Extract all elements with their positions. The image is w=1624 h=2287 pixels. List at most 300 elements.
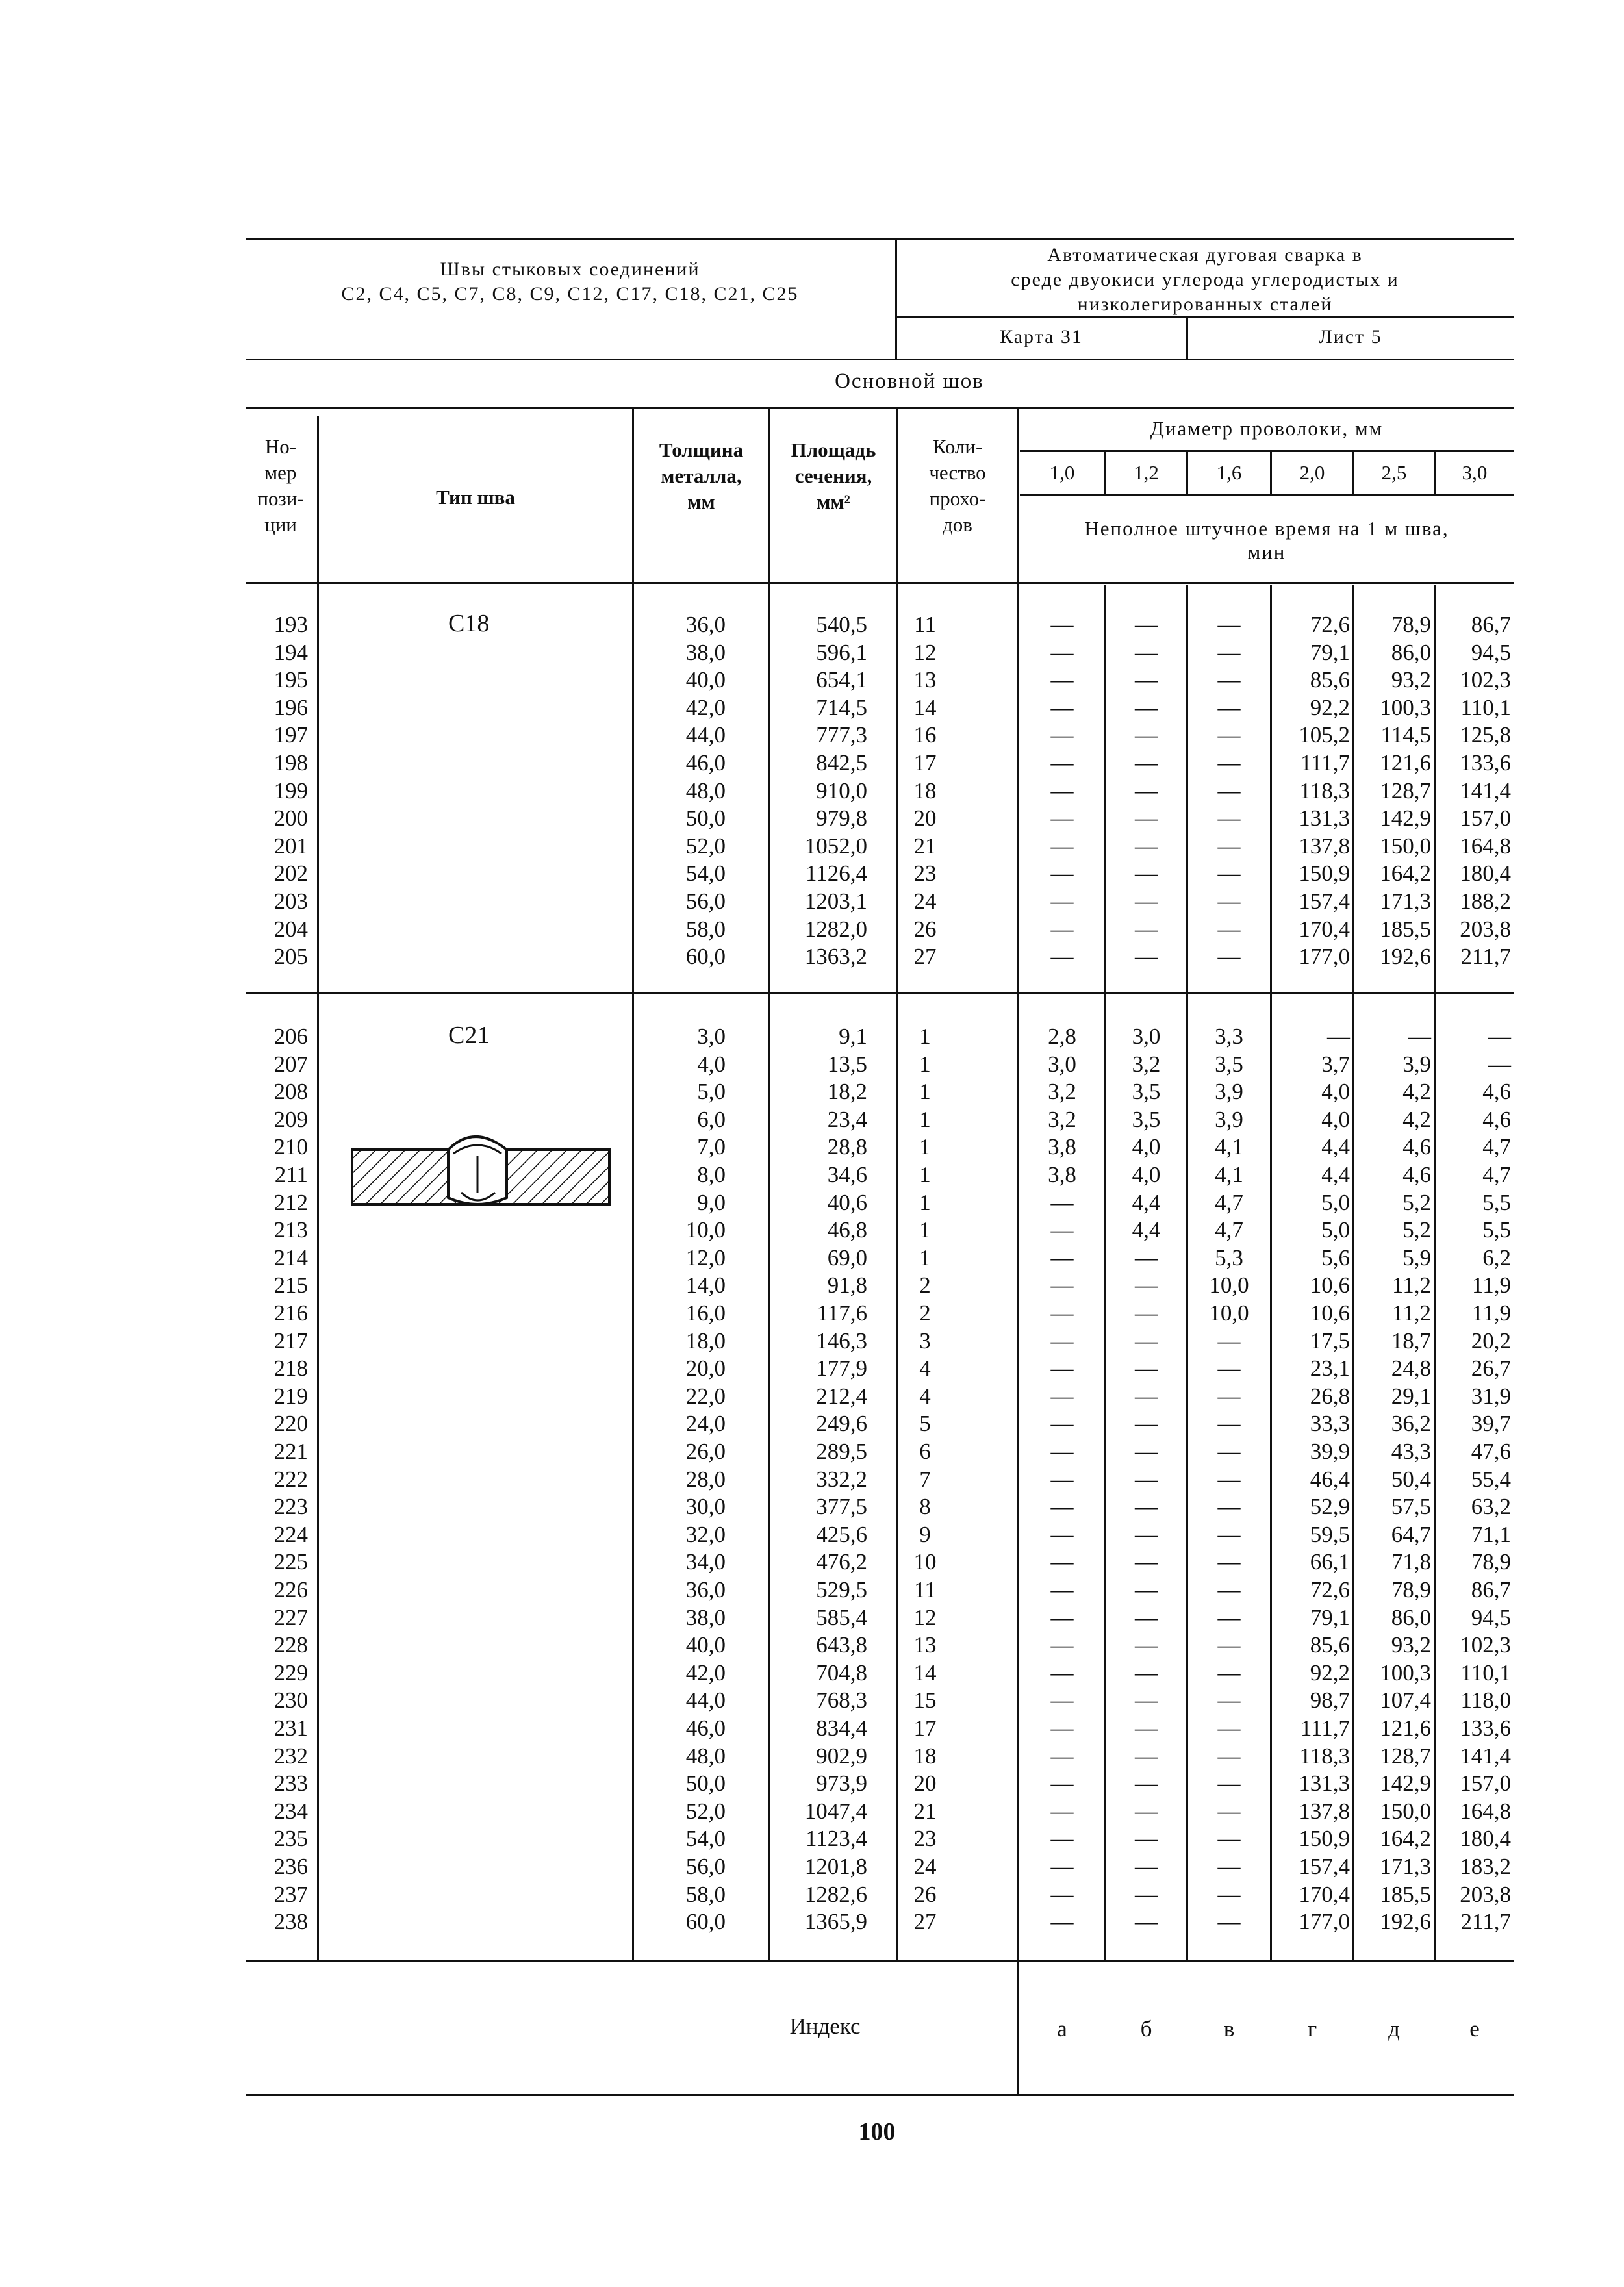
cell-position: 217 — [273, 1328, 308, 1354]
cell-thickness: 56,0 — [685, 889, 726, 914]
cell-d10: — — [1050, 1383, 1074, 1409]
cell-d16: — — [1217, 889, 1241, 914]
cell-d12: — — [1135, 1245, 1158, 1270]
cell-d30: 133,6 — [1460, 750, 1511, 776]
cell-d20: 85,6 — [1310, 1632, 1350, 1658]
cell-d25: 128,7 — [1380, 777, 1431, 803]
header-left — [247, 257, 893, 307]
cell-d30: 164,8 — [1460, 833, 1511, 859]
cell-d20: 72,6 — [1310, 1577, 1350, 1602]
cell-passes: 1 — [919, 1189, 931, 1215]
cell-d16: 4,7 — [1215, 1217, 1243, 1243]
cell-passes: 1 — [919, 1079, 931, 1105]
cell-thickness: 14,0 — [685, 1272, 726, 1298]
cell-d16: — — [1217, 1854, 1241, 1879]
cell-d16: — — [1217, 722, 1241, 748]
cell-d16: 3,9 — [1215, 1106, 1243, 1132]
cell-thickness: 52,0 — [685, 1798, 726, 1824]
cell-d12: — — [1135, 639, 1158, 665]
cell-d12: — — [1135, 667, 1158, 693]
section-title: Основной шов — [835, 370, 984, 393]
cell-position: 206 — [273, 1024, 308, 1049]
cell-d10: — — [1050, 1217, 1074, 1243]
col-d5: 2,5 — [1381, 461, 1407, 484]
col-position-l1: Но- — [264, 435, 297, 458]
cell-thickness: 16,0 — [685, 1300, 726, 1326]
cell-d16: — — [1217, 1798, 1241, 1824]
cell-d25: 192,6 — [1380, 1909, 1431, 1935]
col-time-title-l1: Неполное штучное время на 1 м шва, — [1084, 517, 1449, 540]
cell-position: 195 — [273, 667, 308, 693]
cell-area: 332,2 — [816, 1466, 867, 1492]
cell-d12: — — [1135, 1439, 1158, 1464]
cell-d12: — — [1135, 1466, 1158, 1492]
cell-d20: 170,4 — [1299, 1881, 1350, 1907]
cell-d30: 102,3 — [1460, 1632, 1511, 1658]
cell-passes: 14 — [913, 1660, 937, 1686]
cell-d10: — — [1050, 1245, 1074, 1270]
card-number: Карта 31 — [1000, 326, 1083, 347]
cell-passes: 5 — [919, 1411, 931, 1437]
cell-passes: 3 — [919, 1328, 931, 1354]
cell-area: 117,6 — [817, 1300, 867, 1326]
cell-d30: 86,7 — [1471, 612, 1511, 637]
cell-d20: 150,9 — [1299, 861, 1350, 887]
cell-d10: — — [1050, 777, 1074, 803]
cell-d25: 128,7 — [1380, 1743, 1431, 1769]
col-area-l1: Площадь — [791, 438, 876, 461]
col-area — [771, 437, 896, 515]
cell-d25: 5,9 — [1402, 1245, 1431, 1270]
cell-thickness: 7,0 — [697, 1134, 726, 1160]
cell-d20: 3,7 — [1321, 1051, 1350, 1077]
cell-d12: 3,5 — [1132, 1106, 1161, 1132]
cell-passes: 1 — [919, 1106, 931, 1132]
cell-passes: 13 — [913, 667, 937, 693]
cell-passes: 27 — [913, 944, 937, 970]
cell-thickness: 46,0 — [685, 1715, 726, 1741]
cell-position: 204 — [273, 916, 308, 942]
cell-area: 1047,4 — [804, 1798, 867, 1824]
index-b: б — [1140, 2016, 1152, 2041]
cell-passes: 16 — [913, 722, 937, 748]
cell-area: 1282,0 — [804, 916, 867, 942]
cell-d16: — — [1217, 694, 1241, 720]
cell-passes: 11 — [914, 1577, 936, 1602]
cell-d25: 100,3 — [1380, 1660, 1431, 1686]
cell-position: 214 — [273, 1245, 308, 1270]
cell-d10: — — [1050, 1549, 1074, 1575]
cell-area: 596,1 — [816, 639, 867, 665]
cell-d30: 94,5 — [1471, 639, 1511, 665]
cell-thickness: 30,0 — [685, 1494, 726, 1520]
cell-thickness: 26,0 — [685, 1439, 726, 1464]
cell-d12: 4,0 — [1132, 1134, 1161, 1160]
cell-thickness: 48,0 — [685, 1743, 726, 1769]
cell-area: 40,6 — [827, 1189, 867, 1215]
cell-d12: — — [1135, 861, 1158, 887]
col-thickness — [635, 437, 768, 515]
cell-d10: — — [1050, 639, 1074, 665]
cell-d10: — — [1050, 1604, 1074, 1630]
cell-d12: — — [1135, 722, 1158, 748]
cell-d16: — — [1217, 1577, 1241, 1602]
cell-d16: — — [1217, 1660, 1241, 1686]
cell-position: 210 — [273, 1134, 308, 1160]
cell-area: 212,4 — [816, 1383, 867, 1409]
cell-d12: 3,0 — [1132, 1024, 1161, 1049]
cell-passes: 2 — [919, 1272, 931, 1298]
cell-d30: 6,2 — [1482, 1245, 1511, 1270]
cell-d20: 157,4 — [1299, 1854, 1350, 1879]
cell-d10: — — [1050, 833, 1074, 859]
cell-d30: 211,7 — [1460, 944, 1511, 970]
col-passes-l4: дов — [943, 513, 972, 536]
col-position-l2: мер — [264, 461, 297, 484]
cell-d12: — — [1135, 889, 1158, 914]
cell-position: 199 — [273, 777, 308, 803]
cell-area: 13,5 — [827, 1051, 867, 1077]
cell-d25: 185,5 — [1380, 916, 1431, 942]
cell-d10: 3,8 — [1048, 1162, 1076, 1187]
cell-thickness: 5,0 — [697, 1079, 726, 1105]
cell-d20: 4,4 — [1321, 1134, 1350, 1160]
cell-passes: 1 — [919, 1134, 931, 1160]
cell-d20: 170,4 — [1299, 916, 1350, 942]
cell-d25: 150,0 — [1380, 833, 1431, 859]
seam-label-c21: С21 — [448, 1022, 490, 1049]
cell-d12: — — [1135, 1660, 1158, 1686]
cell-d30: 26,7 — [1471, 1356, 1511, 1382]
cell-passes: 6 — [919, 1439, 931, 1464]
cell-d12: — — [1135, 1743, 1158, 1769]
cell-area: 777,3 — [816, 722, 867, 748]
cell-position: 230 — [273, 1687, 308, 1713]
cell-thickness: 10,0 — [685, 1217, 726, 1243]
cell-area: 654,1 — [816, 667, 867, 693]
cell-position: 235 — [273, 1826, 308, 1852]
cell-passes: 1 — [919, 1051, 931, 1077]
cell-d25: 93,2 — [1391, 1632, 1431, 1658]
cell-area: 1365,9 — [804, 1909, 867, 1935]
cell-thickness: 38,0 — [685, 639, 726, 665]
cell-d25: 4,2 — [1402, 1106, 1431, 1132]
cell-d10: — — [1050, 1687, 1074, 1713]
cell-position: 205 — [273, 944, 308, 970]
cell-area: 902,9 — [816, 1743, 867, 1769]
cell-area: 1203,1 — [804, 889, 867, 914]
cell-d30: 180,4 — [1460, 1826, 1511, 1852]
cell-d30: 5,5 — [1482, 1189, 1511, 1215]
cell-d10: — — [1050, 1715, 1074, 1741]
index-d: д — [1388, 2016, 1400, 2041]
cell-position: 232 — [273, 1743, 308, 1769]
cell-position: 209 — [273, 1106, 308, 1132]
cell-d30: — — [1488, 1051, 1511, 1077]
cell-d16: — — [1217, 1383, 1241, 1409]
cell-area: 28,8 — [827, 1134, 867, 1160]
cell-passes: 9 — [919, 1521, 931, 1547]
cell-d16: — — [1217, 612, 1241, 637]
cell-d10: — — [1050, 1439, 1074, 1464]
cell-d30: 39,7 — [1471, 1411, 1511, 1437]
cell-passes: 13 — [913, 1632, 937, 1658]
cell-passes: 17 — [913, 1715, 937, 1741]
cell-area: 46,8 — [827, 1217, 867, 1243]
cell-area: 69,0 — [827, 1245, 867, 1270]
cell-thickness: 58,0 — [685, 1881, 726, 1907]
cell-d30: 55,4 — [1471, 1466, 1511, 1492]
cell-area: 177,9 — [816, 1356, 867, 1382]
cell-d12: — — [1135, 1300, 1158, 1326]
cell-d16: — — [1217, 861, 1241, 887]
cell-d10: 3,2 — [1048, 1079, 1076, 1105]
cell-d16: — — [1217, 1632, 1241, 1658]
cell-d16: 3,5 — [1215, 1051, 1243, 1077]
cell-d16: — — [1217, 805, 1241, 831]
cell-d12: — — [1135, 1604, 1158, 1630]
cell-d10: — — [1050, 1300, 1074, 1326]
cell-passes: 7 — [919, 1466, 931, 1492]
cell-d10: — — [1050, 889, 1074, 914]
cell-area: 9,1 — [839, 1024, 867, 1049]
cell-d25: 4,2 — [1402, 1079, 1431, 1105]
cell-d12: — — [1135, 1272, 1158, 1298]
cell-d16: — — [1217, 1549, 1241, 1575]
cell-d25: 121,6 — [1380, 1715, 1431, 1741]
cell-thickness: 40,0 — [685, 1632, 726, 1658]
cell-d25: — — [1408, 1024, 1431, 1049]
cell-d20: — — [1327, 1024, 1350, 1049]
cell-d20: 66,1 — [1310, 1549, 1350, 1575]
cell-d25: 164,2 — [1380, 861, 1431, 887]
cell-area: 585,4 — [816, 1604, 867, 1630]
index-label: Индекс — [789, 2014, 861, 2039]
col-d4: 2,0 — [1299, 461, 1325, 484]
cell-passes: 23 — [913, 1826, 937, 1852]
cell-thickness: 42,0 — [685, 1660, 726, 1686]
cell-area: 1126,4 — [806, 861, 867, 887]
cell-d16: — — [1217, 1715, 1241, 1741]
cell-d20: 10,6 — [1310, 1300, 1350, 1326]
cell-d25: 57,5 — [1391, 1494, 1431, 1520]
cell-d30: 63,2 — [1471, 1494, 1511, 1520]
cell-d12: — — [1135, 944, 1158, 970]
index-g: г — [1307, 2016, 1317, 2041]
header-right-line1: Автоматическая дуговая сварка в — [1047, 244, 1363, 266]
cell-d30: 11,9 — [1472, 1272, 1511, 1298]
cell-passes: 18 — [913, 777, 937, 803]
cell-area: 146,3 — [816, 1328, 867, 1354]
cell-d12: — — [1135, 1549, 1158, 1575]
cell-passes: 17 — [913, 750, 937, 776]
cell-area: 540,5 — [816, 612, 867, 637]
cell-thickness: 52,0 — [685, 833, 726, 859]
header-right — [898, 243, 1512, 317]
cell-d10: — — [1050, 1881, 1074, 1907]
cell-d25: 78,9 — [1391, 1577, 1431, 1602]
cell-position: 231 — [273, 1715, 308, 1741]
cell-d16: — — [1217, 1411, 1241, 1437]
cell-thickness: 12,0 — [685, 1245, 726, 1270]
cell-area: 1123,4 — [806, 1826, 867, 1852]
cell-d10: — — [1050, 805, 1074, 831]
cell-d30: 110,1 — [1460, 694, 1511, 720]
cell-thickness: 60,0 — [685, 1909, 726, 1935]
cell-d25: 171,3 — [1380, 889, 1431, 914]
cell-passes: 26 — [913, 1881, 937, 1907]
cell-d12: — — [1135, 1826, 1158, 1852]
cell-position: 238 — [273, 1909, 308, 1935]
cell-d12: — — [1135, 694, 1158, 720]
cell-d25: 93,2 — [1391, 667, 1431, 693]
col-d6: 3,0 — [1462, 461, 1488, 484]
cell-position: 211 — [274, 1162, 308, 1187]
cell-thickness: 22,0 — [685, 1383, 726, 1409]
cell-position: 226 — [273, 1577, 308, 1602]
cell-thickness: 3,0 — [697, 1024, 726, 1049]
cell-d16: — — [1217, 1439, 1241, 1464]
cell-d20: 5,0 — [1321, 1217, 1350, 1243]
cell-d10: — — [1050, 1771, 1074, 1797]
cell-d30: 118,0 — [1460, 1687, 1511, 1713]
cell-thickness: 8,0 — [697, 1162, 726, 1187]
cell-d20: 118,3 — [1299, 1743, 1350, 1769]
cell-d20: 131,3 — [1299, 805, 1350, 831]
cell-area: 23,4 — [827, 1106, 867, 1132]
cell-d16: — — [1217, 1466, 1241, 1492]
cell-d16: — — [1217, 667, 1241, 693]
cell-d12: — — [1135, 1494, 1158, 1520]
cell-d12: — — [1135, 1771, 1158, 1797]
cell-area: 834,4 — [816, 1715, 867, 1741]
cell-d25: 36,2 — [1391, 1411, 1431, 1437]
cell-d30: 203,8 — [1460, 1881, 1511, 1907]
cell-thickness: 20,0 — [685, 1356, 726, 1382]
cell-d25: 3,9 — [1402, 1051, 1431, 1077]
cell-area: 643,8 — [816, 1632, 867, 1658]
col-seam-type: Тип шва — [436, 486, 515, 509]
cell-position: 222 — [273, 1466, 308, 1492]
cell-d12: — — [1135, 1632, 1158, 1658]
cell-position: 213 — [273, 1217, 308, 1243]
cell-d16: — — [1217, 1604, 1241, 1630]
cell-position: 221 — [273, 1439, 308, 1464]
cell-area: 1201,8 — [804, 1854, 867, 1879]
cell-d10: — — [1050, 1577, 1074, 1602]
cell-d20: 5,0 — [1321, 1189, 1350, 1215]
cell-d10: — — [1050, 1189, 1074, 1215]
cell-d10: — — [1050, 1798, 1074, 1824]
cell-area: 425,6 — [816, 1521, 867, 1547]
cell-position: 208 — [273, 1079, 308, 1105]
cell-d20: 137,8 — [1299, 1798, 1350, 1824]
cell-d30: 125,8 — [1460, 722, 1511, 748]
cell-thickness: 18,0 — [685, 1328, 726, 1354]
cell-thickness: 40,0 — [685, 667, 726, 693]
cell-d10: 3,2 — [1048, 1106, 1076, 1132]
cell-d25: 164,2 — [1380, 1826, 1431, 1852]
cell-d10: — — [1050, 944, 1074, 970]
cell-d16: — — [1217, 916, 1241, 942]
sheet-number: Лист 5 — [1319, 326, 1382, 347]
header-right-line3: низколегированных сталей — [1077, 294, 1333, 315]
index-a: а — [1057, 2016, 1067, 2041]
cell-thickness: 24,0 — [685, 1411, 726, 1437]
col-d1: 1,0 — [1049, 461, 1075, 484]
col-thickness-l1: Толщина — [659, 438, 744, 461]
cell-d20: 150,9 — [1299, 1826, 1350, 1852]
cell-d10: — — [1050, 1909, 1074, 1935]
cell-area: 704,8 — [816, 1660, 867, 1686]
col-passes-l3: прохо- — [929, 487, 986, 510]
cell-d30: 211,7 — [1460, 1909, 1511, 1935]
cell-d20: 72,6 — [1310, 612, 1350, 637]
cell-position: 229 — [273, 1660, 308, 1686]
cell-d30: 71,1 — [1471, 1521, 1511, 1547]
cell-d30: 78,9 — [1471, 1549, 1511, 1575]
cell-d20: 137,8 — [1299, 833, 1350, 859]
cell-d16: — — [1217, 1356, 1241, 1382]
cell-d10: — — [1050, 1494, 1074, 1520]
cell-d10: — — [1050, 1826, 1074, 1852]
cell-d25: 192,6 — [1380, 944, 1431, 970]
cell-d20: 92,2 — [1310, 694, 1350, 720]
cell-d16: — — [1217, 1826, 1241, 1852]
cell-d30: 4,6 — [1482, 1106, 1511, 1132]
cell-thickness: 54,0 — [685, 861, 726, 887]
cell-area: 377,5 — [816, 1494, 867, 1520]
cell-d20: 23,1 — [1310, 1356, 1350, 1382]
cell-d25: 64,7 — [1391, 1521, 1431, 1547]
cell-position: 227 — [273, 1604, 308, 1630]
cell-thickness: 50,0 — [685, 1771, 726, 1797]
cell-position: 193 — [273, 612, 308, 637]
cell-d10: 2,8 — [1048, 1024, 1076, 1049]
cell-d25: 5,2 — [1402, 1217, 1431, 1243]
cell-d20: 4,4 — [1321, 1162, 1350, 1187]
cell-d30: 86,7 — [1471, 1577, 1511, 1602]
col-time-title — [1020, 517, 1514, 564]
col-time-title-l2: мин — [1247, 540, 1286, 563]
cell-d30: 31,9 — [1471, 1383, 1511, 1409]
header-left-codes: С2, С4, С5, С7, С8, С9, С12, С17, С18, С21, С25 — [341, 283, 799, 305]
cell-d20: 10,6 — [1310, 1272, 1350, 1298]
cell-d10: — — [1050, 1411, 1074, 1437]
cell-d16: — — [1217, 639, 1241, 665]
cell-passes: 24 — [913, 1854, 937, 1879]
cell-passes: 4 — [919, 1356, 931, 1382]
col-position — [246, 434, 316, 538]
cell-d10: — — [1050, 1743, 1074, 1769]
cell-d12: — — [1135, 1909, 1158, 1935]
page-number: 100 — [858, 2118, 896, 2145]
cell-d20: 177,0 — [1299, 944, 1350, 970]
cell-d20: 157,4 — [1299, 889, 1350, 914]
cell-d10: — — [1050, 1660, 1074, 1686]
cell-position: 223 — [273, 1494, 308, 1520]
cell-passes: 12 — [913, 1604, 937, 1630]
cell-d20: 111,7 — [1300, 1715, 1350, 1741]
col-diameter-title: Диаметр проволоки, мм — [1150, 417, 1384, 440]
cell-d25: 107,4 — [1380, 1687, 1431, 1713]
cell-position: 197 — [273, 722, 308, 748]
cell-position: 225 — [273, 1549, 308, 1575]
cell-d30: 141,4 — [1460, 1743, 1511, 1769]
cell-d10: — — [1050, 861, 1074, 887]
cell-d30: 4,7 — [1482, 1134, 1511, 1160]
cell-area: 1282,6 — [804, 1881, 867, 1907]
